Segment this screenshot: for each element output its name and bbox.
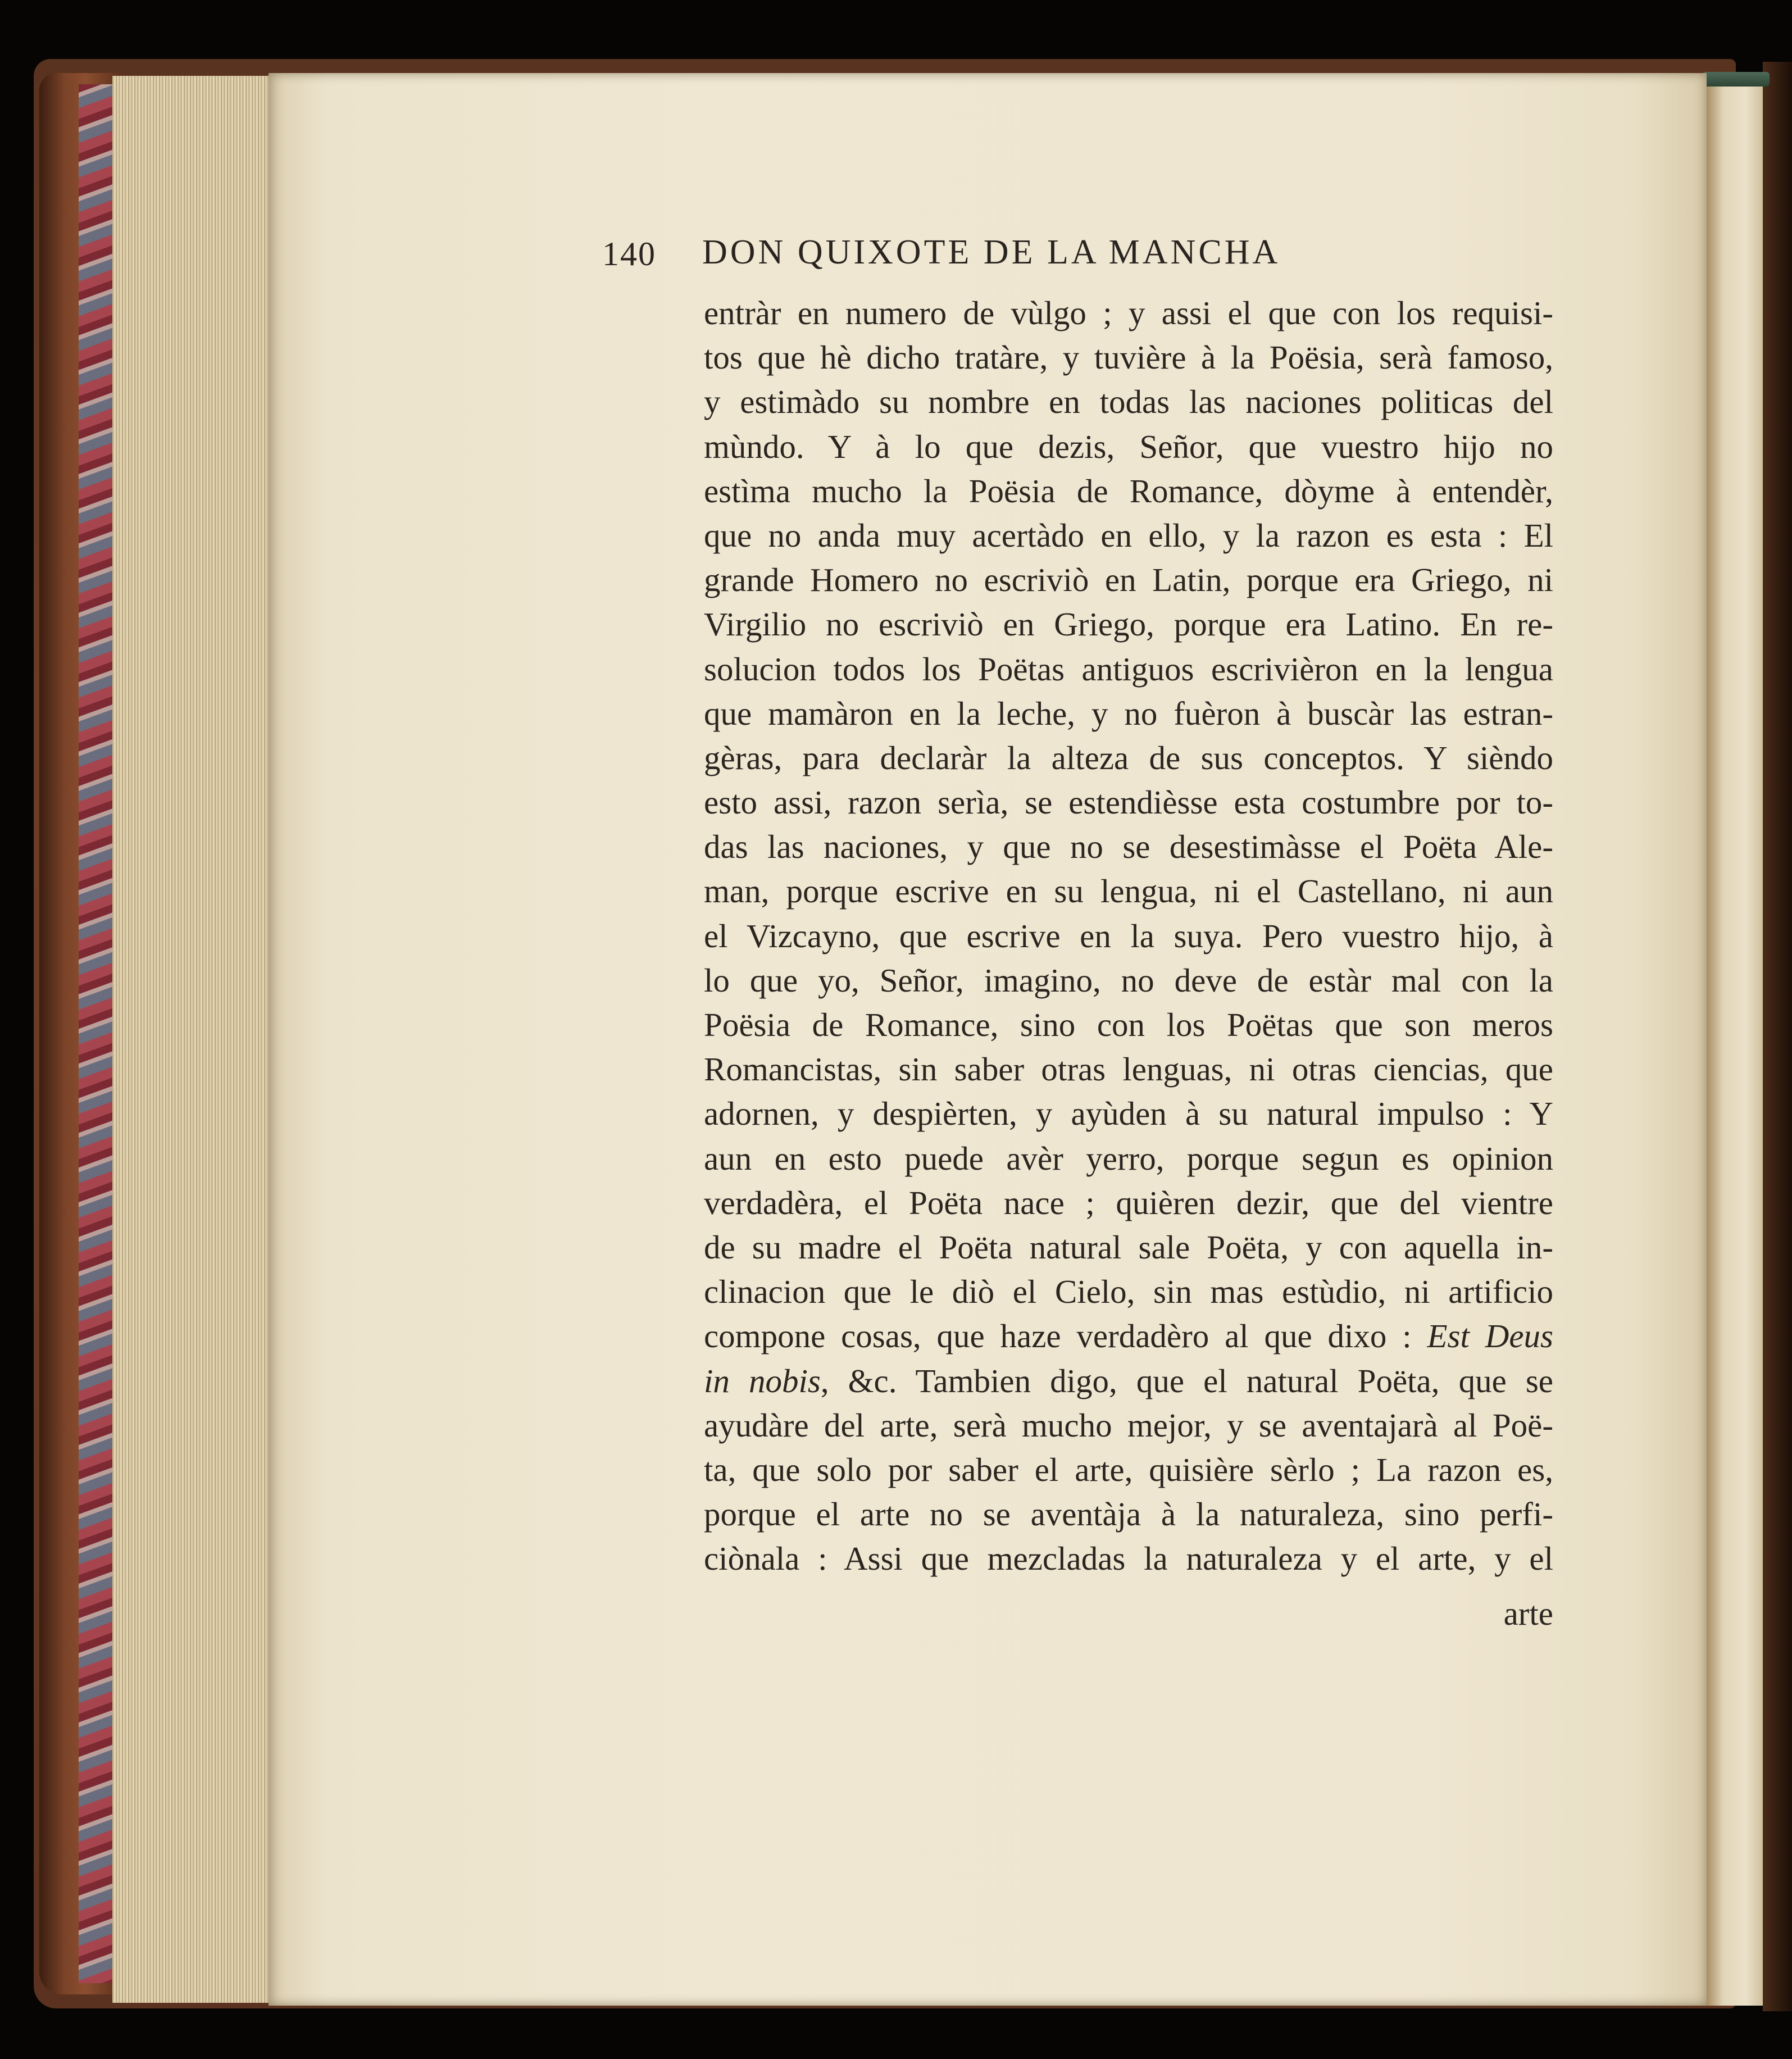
- text-line: de su madre el Poëta natural sale Poëta, y con aquella in-: [704, 1228, 1553, 1266]
- italic-quote: Est Deus: [1427, 1317, 1554, 1355]
- text-line: solucion todos los Poëtas antiguos escrivièron en la lengua: [704, 650, 1553, 688]
- ribbon-marker: [1702, 72, 1770, 87]
- text-line: aun en esto puede avèr yerro, porque segun es opinion: [704, 1139, 1553, 1177]
- text-segment: Tambien digo, que el natural Poëta, que se: [915, 1362, 1553, 1399]
- text-line: Virgilio no escriviò en Griego, porque era Latino. En re-: [704, 606, 1553, 643]
- text-line: el Vizcayno, que escrive en la suya. Pero vuestro hijo, à: [704, 917, 1553, 954]
- right-cover-edge: [1763, 62, 1792, 2011]
- text-line: que no anda muy acertàdo en ello, y la razon es esta : El: [704, 516, 1553, 554]
- text-line: lo que yo, Señor, imagino, no deve de estàr mal con la: [704, 961, 1553, 999]
- page-number: 140: [602, 235, 656, 272]
- facing-page-edge: [1707, 84, 1763, 2006]
- text-line: ayudàre del arte, serà mucho mejor, y se aventajarà al Poë-: [704, 1406, 1553, 1444]
- text-line: grande Homero no escriviò en Latin, porque era Griego, ni: [704, 561, 1553, 599]
- text-line: ta, que solo por saber el arte, quisière sèrlo ; La razon es,: [704, 1451, 1553, 1488]
- text-line: porque el arte no se aventàja à la naturaleza, sino perfi-: [704, 1496, 1553, 1533]
- text-line: que mamàron en la leche, y no fuèron à buscàr las estran-: [704, 694, 1553, 732]
- text-segment: compone cosas, que haze verdadèro al que dixo :: [704, 1317, 1412, 1355]
- text-line: gèras, para declaràr la alteza de sus conceptos. Y sièndo: [704, 739, 1553, 776]
- text-line: esto assi, razon serìa, se estendièsse esta costumbre por to-: [704, 784, 1553, 821]
- text-line: das las naciones, y que no se desestimàsse el Poëta Ale-: [704, 828, 1553, 866]
- text-line: y estimàdo su nombre en todas las naciones politicas del: [704, 383, 1553, 421]
- catchword: arte: [1503, 1595, 1553, 1632]
- text-line: Romancistas, sin saber otras lenguas, ni otras ciencias, que: [704, 1051, 1553, 1088]
- text-line: clinacion que le diò el Cielo, sin mas estùdio, ni artificio: [704, 1273, 1553, 1311]
- body-text: [704, 291, 1553, 1581]
- text-line: adornen, y despièrten, y ayùden à su natural impulso : Y: [704, 1095, 1553, 1133]
- text-line-with-italic: [704, 1314, 1553, 1358]
- italic-quote: in nobis: [704, 1362, 821, 1399]
- text-line: tos que hè dicho tratàre, y tuvière à la Poësia, serà famoso,: [704, 339, 1553, 376]
- running-head: DON QUIXOTE DE LA MANCHA: [702, 233, 1281, 271]
- page-stack-edge: [112, 76, 272, 2003]
- text-line: Poësia de Romance, sino con los Poëtas que son meros: [704, 1006, 1553, 1043]
- text-line: entràr en numero de vùlgo ; y assi el que con los requisi-: [704, 294, 1553, 331]
- text-line: estìma mucho la Poësia de Romance, dòyme à entendèr,: [704, 472, 1553, 510]
- text-line-with-italic: [704, 1359, 1553, 1403]
- text-line: mùndo. Y à lo que dezis, Señor, que vuestro hijo no: [704, 428, 1553, 465]
- text-line: verdadèra, el Poëta nace ; quièren dezir, que del vientre: [704, 1184, 1553, 1221]
- text-line: ciònala : Assi que mezcladas la naturaleza y el arte, y el: [704, 1540, 1553, 1578]
- text-segment: , &c.: [820, 1362, 897, 1399]
- text-line: man, porque escrive en su lengua, ni el Castellano, ni aun: [704, 872, 1553, 910]
